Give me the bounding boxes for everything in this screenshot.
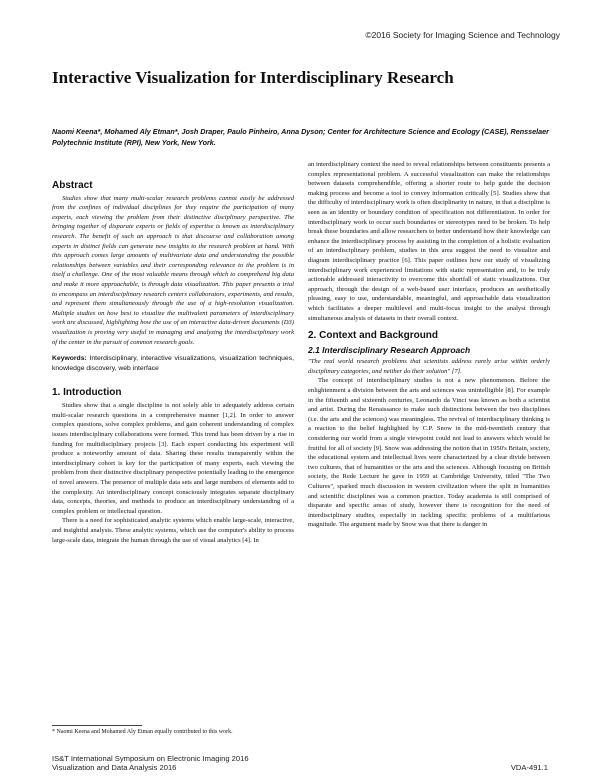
intro-paragraph-1: Studies show that a single discipline is not solely able to adequately address certain multi-scalar research questions in a comprehensive manner [1,2]. In order to answer complex questions, solve complex problems, and gain coherent understanding of complex issues interdisciplinary collaborations were formed. This trend has been driven by a rise in funding for multidisciplinary projects [3]. Each expert conducting his experiment will produce a noteworthy amount of data. Sharing these results transparently within the interdisciplinary cohort is key for the participation of many experts, each viewing the problem from their distinctive disciplinary perspective potentially leading to the emergence of novel answers. The presence of multiple data sets and large numbers of elements add to the complexity. An interdisciplinary concept consciously integrates separate disciplinary data, concepts, theories, and methods to produce an interdisciplinary understanding of a complex problem or intellectual question. [52, 402, 294, 515]
opening-quote: "The real world research problems that scientists address rarely arise within orderly disciplinary categories, and neither do their solution" [7]. [308, 358, 550, 375]
context-heading: 2. Context and Background [308, 330, 439, 342]
keywords [52, 354, 294, 374]
footer-line-1: IS&T International Symposium on Electronic Imaging 2016 [52, 754, 249, 763]
footer-line-2: Visualization and Data Analysis 2016 [52, 763, 177, 772]
footnote-divider [52, 725, 142, 726]
abstract-heading: Abstract [52, 180, 93, 191]
abstract-text: Studies show that many multi-scalar research problems cannot easily be addressed from the confines of individual disciplines for they require the participation of many experts, each viewing the problem from their distinctive disciplinary perspective. The bringing together of disparate experts or fields of expertise is known as interdisciplinary research. The benefit of such an approach is that discourse and collaboration among experts in distinct fields can generate new insights to the research problem at hand. With this approach comes large amounts of multivariate data and understanding the possible relationships between variables and their corresponding relevance to the problem is in itself a challenge. One of the most valuable means through which to comprehend big data and make it more approachable, is through data visualization. This paper presents a trial to encompass an interdisciplinary research centers collaborators, experiments, and results, and represent them simultaneously through the use of a high-resolution visualization. Multiple studies on how best to visualize the multivalent parameters of interdisciplinary work are discussed, highlighting how the use of an interactive data-driven documents (D3) visualization is proving very useful in managing and analyzing the interdisciplinary work of the center in the pursuit of common research goals. [52, 194, 294, 346]
footnote: * Naomi Keena and Mohamed Aly Etman equally contributed to this work. [52, 729, 233, 735]
keywords-label: Keywords: [52, 355, 87, 363]
right-column [308, 160, 550, 530]
intro-paragraph-2: There is a need for sophisticated analytic systems which enable large-scale, interactive, and insightful analysis. These analytic systems, which use the computer's ability to process large-scale data, integrate the human through the use of visual analytics [4]. In [52, 517, 294, 544]
intro-heading: 1. Introduction [52, 386, 122, 398]
conference-footer [52, 754, 249, 772]
keywords-text: Interdisciplinary, interactive visualizations, visualization techniques, knowledge discovery, web interface [52, 355, 294, 372]
left-column [52, 181, 294, 545]
author-list: Naomi Keena*, Mohamed Aly Etman*, Josh Draper, Paulo Pinheiro, Anna Dyson; Center for Architecture Science and Ecology (CASE), Rensselaer Polytechnic Institute (RPI), New York, New York. [52, 127, 549, 147]
intro-continued: an interdisciplinary context the need to reveal relationships between constituents presents a complex representational problem. A successful visualization can make the relationships between datasets comprehendible, offering a shorter route to help guide the decision making process and become a tool to convey information critically [5]. Studies show that the difficulty of interdisciplinary work is often disciplinarity in nature, in that a discipline is seen as an identity or boundary condition of specification not differentiation. In order for interdisciplinary work to occur such boundaries or stereotypes need to be broken. To help break these boundaries and allow researchers to better understand how their knowledge can enhance the interdisciplinary process by assisting in the completion of a holistic evaluation of an interdisciplinary problem, studies in this area suggest the need to visualize and diagram interdisciplinary practice [6]. This paper outlines how our study of visualizing interdisciplinary work experienced limitations with static representation and, to be truly actionable addressed interactivity to overcome this shortfall of static visualizations. Our approach, through the design of a web-based user interface, produces an aesthetically pleasing, easy to use, understandable, meaningful, and approachable data visualization which facilitates a deeper multilevel and multi-focus insight to the analyst through simultaneous analysis of datasets in their overall context. [308, 161, 550, 322]
page-id: VDA-491.1 [510, 763, 548, 772]
paper-title: Interactive Visualization for Interdisciplinary Research [52, 68, 454, 87]
context-paragraph-1: The concept of interdisciplinary studies is not a new phenomenon. Before the enlightenment a division between the arts and sciences was unintelligible [8]. For example in the fifteenth and sixteenth centuries, Leonardo da Vinci was known as both a scientist and artist. During the Renaissance to make such distinctions between the two disciplines (i.e. the arts and the sciences) was meaningless. The revival of interdisciplinary thinking is a reaction to the belief highlighted by C.P. Snow in the mid-twentieth century that considering our world from a single viewpoint could not lead to answers which would be fruitful for all of society [9]. Snow was addressing the notion that in 1950's Britain, society, the educational system and intellectual lives were characterized by a clear divide between two cultures, that of humanities or the arts and the sciences. Although focusing on British society, the Rede Lecture he gave in 1959 at Cambridge University, titled "The Two Cultures", sparked much discussion in western civilization where the split in humanities and scientific disciplines was a common practice. Today academia is still comprised of disparate and specific areas of study, however there is recognition for the need of interdisciplinary studies, especially in tackling specific problems of a multifarious magnitude. The argument made by Snow was that there is danger in [308, 377, 550, 529]
society-header: ©2016 Society for Imaging Science and Technology [365, 30, 560, 40]
subsection-heading: 2.1 Interdisciplinary Research Approach [308, 344, 471, 355]
